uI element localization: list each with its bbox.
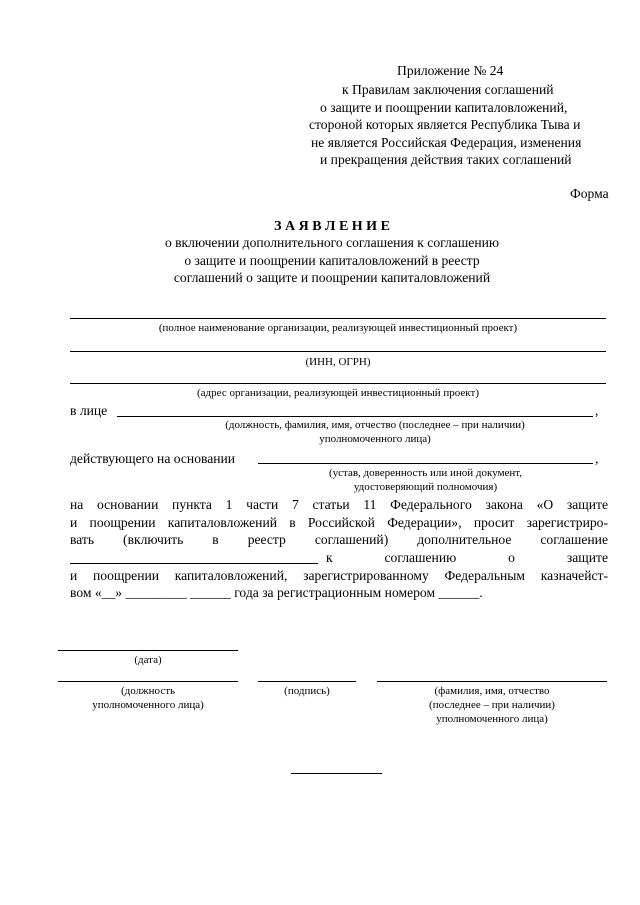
body-line-6: вом «__» _________ ______ года за регистрационным номером ______. xyxy=(70,585,483,600)
in-person-comma: , xyxy=(595,403,599,418)
org-name-caption: (полное наименование организации, реализующей инвестиционный проект) xyxy=(158,322,518,334)
person-caption-2: уполномоченного лица) xyxy=(319,433,431,445)
title-subline-3: соглашений о защите и поощрении капиталовложений xyxy=(173,270,491,285)
appendix-line-2: к Правилам заключения соглашений xyxy=(342,82,554,97)
acting-basis-label: действующего на основании xyxy=(70,451,236,466)
appendix-line-6: и прекращения действия таких соглашений xyxy=(320,152,572,167)
agreement-name-line[interactable] xyxy=(70,563,318,564)
inn-ogrn-line[interactable] xyxy=(70,351,606,352)
title-subline-2: о защите и поощрении капиталовложений в реестр xyxy=(184,253,480,268)
date-line[interactable] xyxy=(58,650,238,651)
appendix-line-5: не является Российская Федерация, изменения xyxy=(311,135,582,150)
closing-separator xyxy=(291,773,382,774)
basis-caption-1: (устав, доверенность или иной документ, xyxy=(328,467,523,479)
position-caption-2: уполномоченного лица) xyxy=(92,699,204,711)
inn-ogrn-caption: (ИНН, ОГРН) xyxy=(305,356,371,368)
appendix-number: Приложение № 24 xyxy=(397,63,504,78)
address-caption: (адрес организации, реализующей инвестиционный проект) xyxy=(197,387,479,399)
title-subline-1: о включении дополнительного соглашения к соглашению xyxy=(164,235,500,250)
fio-caption-1: (фамилия, имя, отчество xyxy=(434,685,550,697)
in-person-line[interactable] xyxy=(117,416,593,417)
body-line-5: и поощрении капиталовложений, зарегистрированному Федеральным казначейст- xyxy=(70,568,608,583)
org-name-line[interactable] xyxy=(70,318,606,319)
date-caption: (дата) xyxy=(134,654,162,666)
position-line[interactable] xyxy=(58,681,238,682)
body-line-3: вать (включить в реестр соглашений) дополнительное соглашение xyxy=(70,532,608,547)
appendix-line-4: стороной которых является Республика Тыва и xyxy=(309,117,581,132)
in-person-label: в лице xyxy=(70,403,108,418)
signature-caption: (подпись) xyxy=(284,685,330,697)
person-caption-1: (должность, фамилия, имя, отчество (последнее – при наличии) xyxy=(225,419,525,431)
signature-line[interactable] xyxy=(258,681,356,682)
acting-basis-comma: , xyxy=(595,451,599,466)
fio-caption-3: уполномоченного лица) xyxy=(436,713,548,725)
acting-basis-line[interactable] xyxy=(258,463,593,464)
appendix-line-3: о защите и поощрении капиталовложений, xyxy=(320,100,568,115)
body-line-1: на основании пункта 1 части 7 статьи 11 Федерального закона «О защите xyxy=(70,497,608,512)
fio-line[interactable] xyxy=(377,681,607,682)
form-label: Форма xyxy=(570,186,609,201)
body-line-2: и поощрении капиталовложений в Российской Федерации», просит зарегистриро- xyxy=(70,515,608,530)
document-title: З А Я В Л Е Н И Е xyxy=(274,219,390,234)
body-line-4: к соглашению о защите xyxy=(326,550,608,565)
fio-caption-2: (последнее – при наличии) xyxy=(429,699,555,711)
basis-caption-2: удостоверяющий полномочия) xyxy=(353,481,498,493)
position-caption-1: (должность xyxy=(120,685,176,697)
address-line[interactable] xyxy=(70,383,606,384)
